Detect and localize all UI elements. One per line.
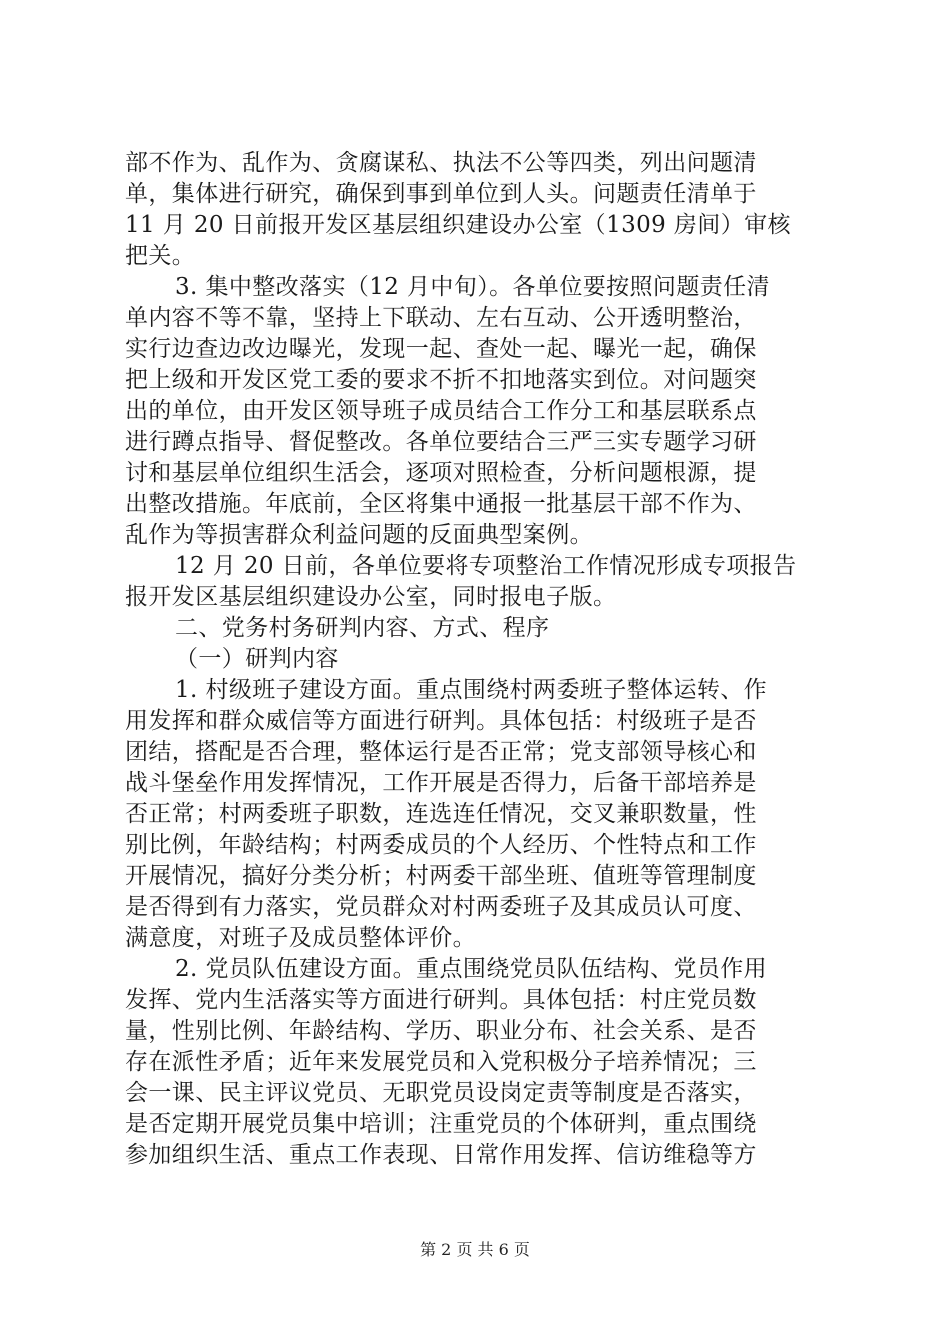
text-line: 进行蹲点指导、督促整改。各单位要结合三严三实专题学习研: [125, 429, 757, 455]
text-line: （一）研判内容: [175, 646, 339, 672]
text-line: 会一课、民主评议党员、无职党员设岗定责等制度是否落实，: [125, 1080, 757, 1106]
text-line: 报开发区基层组织建设办公室，同时报电子版。: [125, 584, 617, 610]
text-line: 把上级和开发区党工委的要求不折不扣地落实到位。对问题突: [125, 367, 757, 393]
text-line: 实行边查边改边曝光，发现一起、查处一起、曝光一起，确保: [125, 336, 757, 362]
text-line: 二、党务村务研判内容、方式、程序: [175, 615, 550, 641]
text-line: 发挥、党内生活落实等方面进行研判。具体包括：村庄党员数: [125, 987, 757, 1013]
text-line: 出整改措施。年底前，全区将集中通报一批基层干部不作为、: [125, 491, 757, 517]
text-line: 2. 党员队伍建设方面。重点围绕党员队伍结构、党员作用: [175, 956, 768, 982]
text-line: 团结，搭配是否合理，整体运行是否正常；党支部领导核心和: [125, 739, 757, 765]
text-line: 乱作为等损害群众利益问题的反面典型案例。: [125, 522, 593, 548]
text-line: 量，性别比例、年龄结构、学历、职业分布、社会关系、是否: [125, 1018, 757, 1044]
text-line: 开展情况，搞好分类分析；村两委干部坐班、值班等管理制度: [125, 863, 757, 889]
text-line: 用发挥和群众威信等方面进行研判。具体包括：村级班子是否: [125, 708, 757, 734]
text-line: 战斗堡垒作用发挥情况，工作开展是否得力，后备干部培养是: [125, 770, 757, 796]
text-line: 别比例，年龄结构；村两委成员的个人经历、个性特点和工作: [125, 832, 757, 858]
text-line: 3. 集中整改落实（12 月中旬）。各单位要按照问题责任清: [175, 274, 770, 300]
text-line: 否正常；村两委班子职数，连选连任情况，交叉兼职数量，性: [125, 801, 757, 827]
text-line: 满意度，对班子及成员整体评价。: [125, 925, 476, 951]
text-line: 部不作为、乱作为、贪腐谋私、执法不公等四类，列出问题清: [125, 150, 757, 176]
text-line: 12 月 20 日前，各单位要将专项整治工作情况形成专项报告: [175, 553, 797, 579]
text-line: 11 月 20 日前报开发区基层组织建设办公室（1309 房间）审核: [125, 212, 791, 238]
text-line: 单内容不等不靠，坚持上下联动、左右互动、公开透明整治，: [125, 305, 757, 331]
text-line: 存在派性矛盾；近年来发展党员和入党积极分子培养情况；三: [125, 1049, 757, 1075]
text-line: 1. 村级班子建设方面。重点围绕村两委班子整体运转、作: [175, 677, 768, 703]
document-body: [125, 148, 829, 1171]
text-line: 是否定期开展党员集中培训；注重党员的个体研判，重点围绕: [125, 1111, 757, 1137]
page-footer: 第 2 页 共 6 页: [420, 1240, 530, 1259]
text-line: 是否得到有力落实，党员群众对村两委班子及其成员认可度、: [125, 894, 757, 920]
text-line: 出的单位，由开发区领导班子成员结合工作分工和基层联系点: [125, 398, 757, 424]
text-line: 讨和基层单位组织生活会，逐项对照检查，分析问题根源，提: [125, 460, 757, 486]
text-line: 把关。: [125, 243, 196, 269]
text-line: 单，集体进行研究，确保到事到单位到人头。问题责任清单于: [125, 181, 757, 207]
text-line: 参加组织生活、重点工作表现、日常作用发挥、信访维稳等方: [125, 1142, 757, 1168]
